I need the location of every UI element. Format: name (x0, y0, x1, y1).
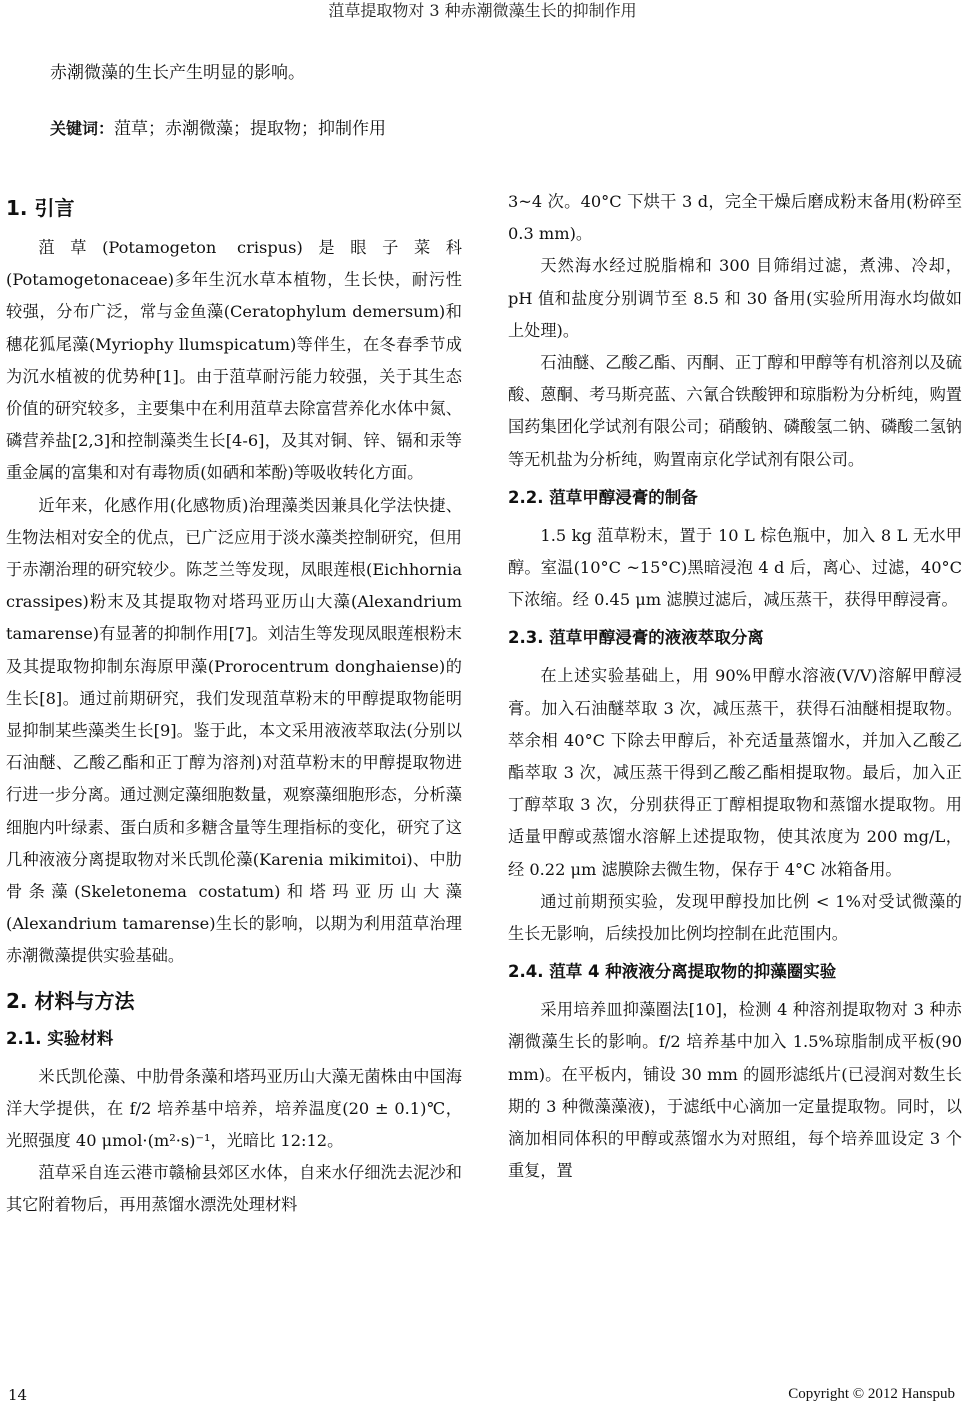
extraction-paragraph-2: 通过前期预实验，发现甲醇投加比例 < 1%对受试微藻的生长无影响，后续投加比例均控制在此范围内。 (508, 891, 962, 944)
seawater-paragraph: 天然海水经过脱脂棉和 300 目筛绢过滤，煮沸、冷却，pH 值和盐度分别调节至 8.5 和 30 备用(实验所用海水均做如上处理)。 (508, 256, 962, 340)
extraction-paragraph-1: 在上述实验基础上，用 90%甲醇水溶液(V/V)溶解甲醇浸膏。加入石油醚萃取 3 次，减压蒸干，获得石油醚相提取物。萃余相 40°C 下除去甲醇后，补充适量蒸馏水，并加入乙酸乙酯萃取 3 次，减压蒸干得到乙酸乙酯相提取物。最后，加入正丁醇萃取 3 次，分别获得正丁醇相提取物和蒸馏水提取物。用适量甲醇或蒸馏水溶解上述提取物，使其浓度为 200 mg/L，经 0.22 μm 滤膜除去微生物，保存于 4°C 冰箱备用。 (508, 666, 962, 879)
copyright: Copyright © 2012 Hanspub (788, 1386, 955, 1402)
section-1-title: 1. 引言 (6, 196, 75, 220)
section-2-3-title: 2.3. 菹草甲醇浸膏的液液萃取分离 (508, 628, 764, 648)
running-head: 菹草提取物对 3 种赤潮微藻生长的抑制作用 (328, 1, 637, 20)
abstract-tail: 赤潮微藻的生长产生明显的影响。 (50, 63, 305, 83)
inhibition-zone-paragraph: 采用培养皿抑藻圈法[10]，检测 4 种溶剂提取物对 3 种赤潮微藻生长的影响。f/2 培养基中加入 1.5%琼脂制成平板(90 mm)。在平板内，铺设 30 mm 的圆形滤纸片(已浸润对数生长期的 3 种微藻藻液)，于滤纸中心滴加一定量提取物。同时，以滴加相同体积的甲醇或蒸馏水为对照组，每个培养皿设定 3 个重复，置 (508, 1000, 962, 1181)
continued-paragraph: 3~4 次。40°C 下烘干 3 d，完全干燥后磨成粉末备用(粉碎至 0.3 mm)。 (508, 192, 962, 244)
keywords (50, 116, 930, 142)
left-column (6, 186, 462, 1222)
materials-paragraph-1: 米氏凯伦藻、中肋骨条藻和塔玛亚历山大藻无菌株由中国海洋大学提供，在 f/2 培养基中培养，培养温度(20 ± 0.1)℃，光照强度 40 μmol·(m²·s)⁻¹，光暗比 12:12。 (6, 1066, 462, 1151)
intro-paragraph-2: 近年来，化感作用(化感物质)治理藻类因兼具化学法快捷、生物法相对安全的优点，已广泛应用于淡水藻类控制研究，但用于赤潮治理的研究较少。陈芝兰等发现，凤眼莲根(Eichhornia crassipes)粉末及其提取物对塔玛亚历山大藻(Alexandrium tamarense)有显著的抑制作用[7]。刘洁生等发现凤眼莲根粉末及其提取物抑制东海原甲藻(Prorocentrum donghaiense)的生长[8]。通过前期研究，我们发现菹草粉末的甲醇提取物能明显抑制某些藻类生长[9]。鉴于此，本文采用液液萃取法(分别以石油醚、乙酸乙酯和正丁醇为溶剂)对菹草粉末的甲醇提取物进行进一步分离。通过测定藻细胞数量，观察藻细胞形态，分析藻细胞内叶绿素、蛋白质和多糖含量等生理指标的变化，研究了这几种液液分离提取物对米氏凯伦藻(Karenia mikimitoi)、中肋骨条藻(Skeletonema costatum)和塔玛亚历山大藻(Alexandrium tamarense)生长的影响，以期为利用菹草治理赤潮微藻提供实验基础。 (6, 495, 462, 966)
materials-paragraph-2: 菹草采自连云港市赣榆县郊区水体，自来水仔细洗去泥沙和其它附着物后，再用蒸馏水漂洗处理材料 (6, 1163, 462, 1215)
keywords-text: 菹草；赤潮微藻；提取物；抑制作用 (114, 119, 387, 139)
section-2-4-title: 2.4. 菹草 4 种液液分离提取物的抑藻圈实验 (508, 962, 837, 982)
section-2-title: 2. 材料与方法 (6, 988, 135, 1013)
page-number: 14 (8, 1386, 28, 1404)
intro-paragraph-1: 菹草(Potamogeton crispus)是眼子菜科(Potamogetonaceae)多年生沉水草本植物，生长快，耐污性较强，分布广泛，常与金鱼藻(Ceratophylum demersum)和穗花狐尾藻(Myriophy llumspicatum)等伴生，在冬春季节成为沉水植被的优势种[1]。由于菹草耐污能力较强，关于其生态价值的研究较多，主要集中在利用菹草去除富营养化水体中氮、磷营养盐[2,3]和控制藻类生长[4-6]，及其对铜、锌、镉和汞等重金属的富集和对有毒物质(如硒和苯酚)等吸收转化方面。 (6, 238, 462, 483)
section-2-1-title: 2.1. 实验材料 (6, 1028, 114, 1048)
extract-prep-paragraph: 1.5 kg 菹草粉末，置于 10 L 棕色瓶中，加入 8 L 无水甲醇。室温(10°C ~15°C)黑暗浸泡 4 d 后，离心、过滤，40°C 下浓缩。经 0.45 μm 滤膜过滤后，减压蒸干，获得甲醇浸膏。 (508, 525, 962, 610)
keywords-label: 关键词： (50, 119, 115, 138)
reagents-paragraph: 石油醚、乙酸乙酯、丙酮、正丁醇和甲醇等有机溶剂以及硫酸、蒽酮、考马斯亮蓝、六氰合铁酸钾和琼脂粉为分析纯，购置国药集团化学试剂有限公司；硝酸钠、磷酸氢二钠、磷酸二氢钠等无机盐为分析纯，购置南京化学试剂有限公司。 (508, 353, 962, 469)
section-2-2-title: 2.2. 菹草甲醇浸膏的制备 (508, 487, 698, 507)
right-column (508, 186, 962, 1187)
